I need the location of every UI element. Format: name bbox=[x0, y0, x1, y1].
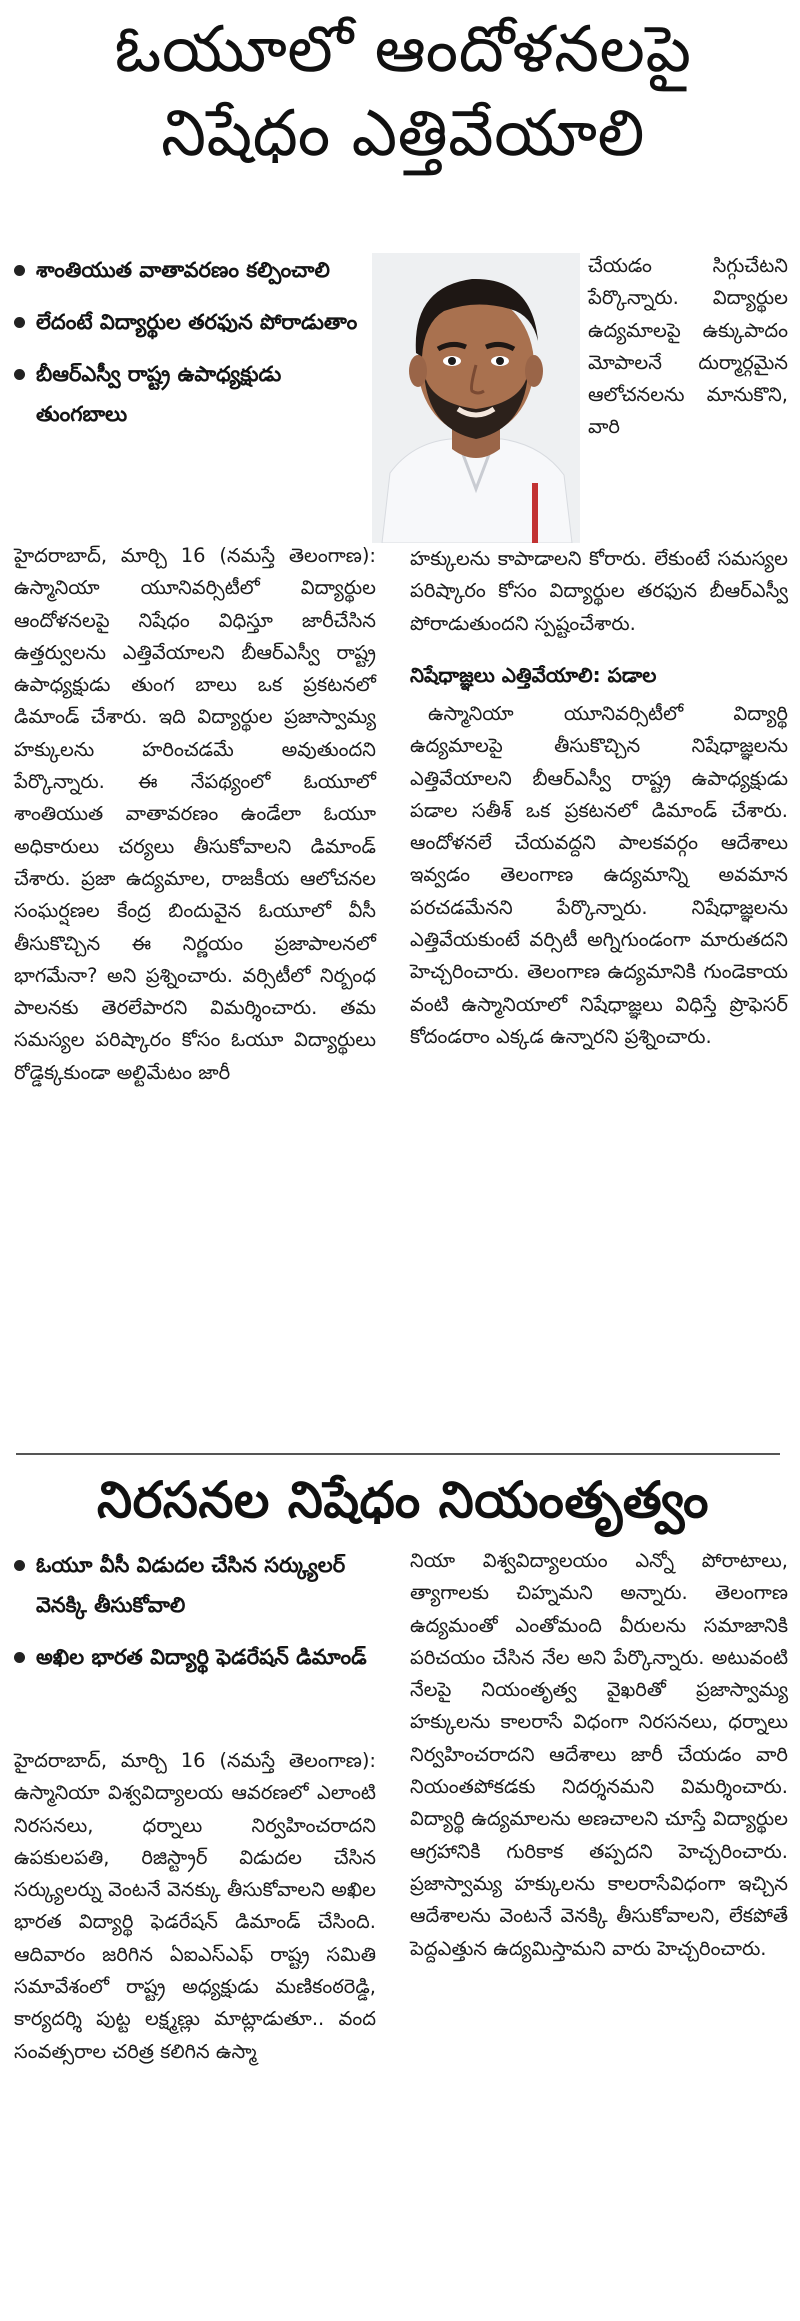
article1-right-top-text: చేయడం సిగ్గుచేటని పేర్కొన్నారు. విద్యార్థుల ఉద్యమాలపై ఉక్కుపాదం మోపాలనే దుర్మార్గమైన ఆలోచనలను మానుకొని, వారి bbox=[588, 254, 788, 439]
bullet-dot-icon bbox=[14, 317, 25, 328]
article2-body-right: నియా విశ్వవిద్యాలయం ఎన్నో పోరాటాలు, త్యాగాలకు చిహ్నమని అన్నారు. తెలంగాణ ఉద్యమంతో ఎంతోమంది వీరులను సమాజానికి పరిచయం చేసిన నేల అని పేర్కొన్నారు. అటువంటి నేలపై నియంతృత్వ వైఖరితో ప్రజాస్వామ్య హక్కులను కాలరాసే విధంగా నిరసనలు, ధర్నాలు నిర్వహించరాదని ఆదేశాలు జారీ చేయడం వారి నియంతపోకడకు నిదర్శనమని విమర్శించారు. విద్యార్థి ఉద్యమాలను అణచాలని చూస్తే విద్యార్థుల ఆగ్రహానికి గురికాక తప్పదని హెచ్చరించారు. ప్రజాస్వామ్య హక్కులను కాలరాసేవిధంగా ఇచ్చిన ఆదేశాలను వెంటనే వెనక్కి తీసుకోవాలని, లేకపోతే పెద్దఎత్తున ఉద్యమిస్తామని వారు హెచ్చరించారు. bbox=[410, 1549, 788, 1960]
article1-bullet-list bbox=[10, 250, 370, 446]
article1-subhead: నిషేధాజ్ఞలు ఎత్తివేయాలి: పడాల bbox=[410, 663, 657, 687]
bullet-dot-icon bbox=[14, 265, 25, 276]
article2-bullet-list bbox=[10, 1545, 370, 1689]
article1-sub-body: ఉస్మానియా యూనివర్సిటీలో విద్యార్థి ఉద్యమాలపై తీసుకొచ్చిన నిషేధాజ్ఞలను ఎత్తివేయాలని బీఆర్ఎస్వీ రాష్ట్ర ఉపాధ్యక్షుడు పడాల సతీశ్ ఒక ప్రకటనలో డిమాండ్ చేశారు. ఆందోళనలే చేయవద్దని పాలకవర్గం ఆదేశాలు ఇవ్వడం తెలంగాణ ఉద్యమాన్ని అవమాన పరచడమేనని పేర్కొన్నారు. నిషేధాజ్ఞలను ఎత్తివేయకుంటే వర్సిటీ అగ్నిగుండంగా మారుతదని హెచ్చరించారు. తెలంగాణ ఉద్యమానికి గుండెకాయ వంటి ఉస్మానియాలో నిషేధాజ్ఞలు విధిస్తే ప్రొఫెసర్ కోదండరాం ఎక్కడ ఉన్నారని ప్రశ్నించారు. bbox=[410, 702, 788, 1048]
bullet-text: లేదంటే విద్యార్థుల తరఫున పోరాడుతాం bbox=[36, 310, 358, 334]
portrait-image bbox=[372, 253, 580, 543]
article2-title: నిరసనల నిషేధం నియంతృత్వం bbox=[96, 1471, 709, 1529]
article1-bullet bbox=[10, 302, 370, 342]
article2-body-left: హైదరాబాద్, మార్చి 16 (నమస్తే తెలంగాణ): ఉస్మానియా విశ్వవిద్యాలయ ఆవరణలో ఎలాంటి నిరసనలు, ధర్నాలు నిర్వహించరాదని ఉపకులపతి, రిజిస్ట్రార్ విడుదల చేసిన సర్క్యులర్ను వెంటనే వెనక్కు తీసుకోవాలని అఖిల భారత విద్యార్థి ఫెడరేషన్ డిమాండ్ చేసింది. ఆదివారం జరిగిన ఏఐఎస్ఎఫ్ రాష్ట్ర సమితి సమావేశంలో రాష్ట్ర అధ్యక్షుడు మణికంఠరెడ్డి, కార్యదర్శి పుట్ట లక్ష్మణ్లు మాట్లాడుతూ.. వంద సంవత్సరాల చరిత్ర కలిగిన ఉస్మా bbox=[14, 1749, 376, 2063]
article1-title-line1: ఓయూలో ఆందోళనలపై bbox=[114, 13, 692, 87]
bullet-dot-icon bbox=[14, 1560, 25, 1571]
article1-bullet bbox=[10, 250, 370, 290]
bullet-dot-icon bbox=[14, 369, 25, 380]
bullet-text: ఓయూ వీసీ విడుదల చేసిన సర్క్యులర్ వెనక్కి తీసుకోవాలి bbox=[36, 1553, 346, 1617]
bullet-text: బీఆర్ఎస్వీ రాష్ట్ర ఉపాధ్యక్షుడు తుంగబాలు bbox=[36, 362, 282, 426]
article2-bullet bbox=[10, 1545, 370, 1625]
bullet-text: అఖిల భారత విద్యార్థి ఫెడరేషన్ డిమాండ్ bbox=[36, 1645, 367, 1669]
article1-bullet bbox=[10, 354, 370, 434]
article-divider bbox=[16, 1453, 780, 1455]
article1-body-right: హక్కులను కాపాడాలని కోరారు. లేకుంటే సమస్యల పరిష్కారం కోసం విద్యార్థుల తరఫున బీఆర్ఎస్వీ పోరాడుతుందని స్పష్టంచేశారు. bbox=[410, 547, 788, 635]
author-photo bbox=[372, 253, 580, 543]
bullet-text: శాంతియుత వాతావరణం కల్పించాలి bbox=[36, 258, 330, 282]
article1-body-left: హైదరాబాద్, మార్చి 16 (నమస్తే తెలంగాణ): ఉస్మానియా యూనివర్సిటీలో విద్యార్థుల ఆందోళనలపై నిషేధం విధిస్తూ జారీచేసిన ఉత్తర్వులను ఎత్తివేయాలని బీఆర్ఎస్వీ రాష్ట్ర ఉపాధ్యక్షుడు తుంగ బాలు ఒక ప్రకటనలో డిమాండ్ చేశారు. ఇది విద్యార్థుల ప్రజాస్వామ్య హక్కులను హరించడమే అవుతుందని పేర్కొన్నారు. ఈ నేపథ్యంలో ఓయూలో శాంతియుత వాతావరణం ఉండేలా ఓయూ అధికారులు చర్యలు తీసుకోవాలని డిమాండ్ చేశారు. ప్రజా ఉద్యమాల, రాజకీయ ఆలోచనల సంఘర్షణల కేంద్ర బిందువైన ఓయూలో వీసీ తీసుకొచ్చిన ఈ నిర్ణయం ప్రజాపాలనలో భాగమేనా? అని ప్రశ్నించారు. వర్సిటీలో నిర్బంధ పాలనకు తెరలేపారని విమర్శించారు. తమ సమస్యల పరిష్కారం కోసం ఓయూ విద్యార్థులు రోడ్డెక్కకుండా అల్టిమేటం జారీ bbox=[14, 544, 376, 1084]
article2-bullet bbox=[10, 1637, 370, 1677]
article1-title-line2: నిషేధం ఎత్తివేయాలి bbox=[161, 97, 645, 171]
bullet-dot-icon bbox=[14, 1652, 25, 1663]
